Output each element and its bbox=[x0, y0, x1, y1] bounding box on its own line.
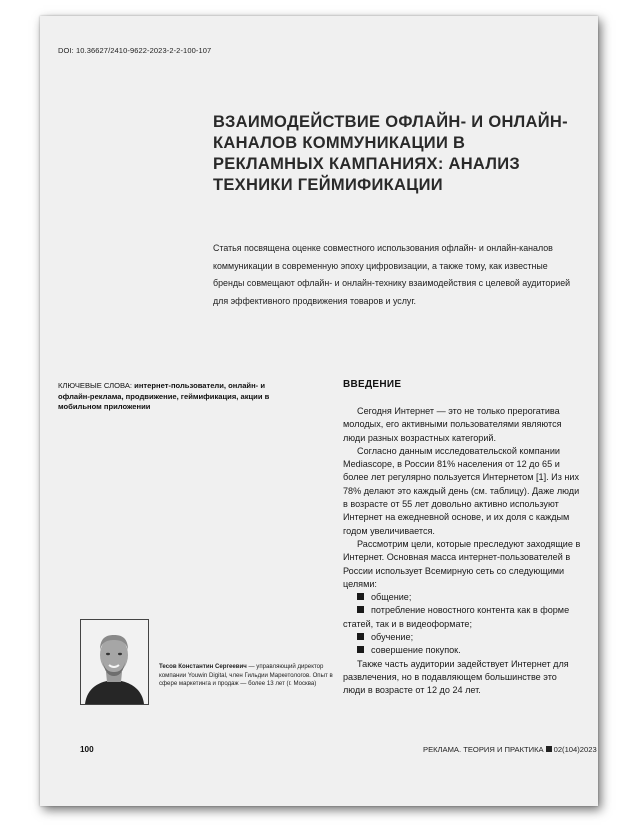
doi: DOI: 10.36627/2410-9622-2023-2-2-100-107 bbox=[58, 46, 212, 55]
section-heading-intro: ВВЕДЕНИЕ bbox=[343, 379, 402, 390]
square-bullet-icon bbox=[357, 633, 364, 640]
list-item: общение; bbox=[343, 591, 581, 604]
journal-footer bbox=[423, 745, 597, 754]
document-page bbox=[40, 16, 598, 806]
list-item: совершение покупок. bbox=[343, 644, 581, 657]
keywords-block bbox=[58, 381, 288, 413]
author-photo bbox=[80, 619, 149, 705]
article-title: ВЗАИМОДЕЙСТВИЕ ОФЛАЙН- И ОНЛАЙН-КАНАЛОВ КОММУНИКАЦИИ В РЕКЛАМНЫХ КАМПАНИЯХ: АНАЛИЗ ТЕХНИКИ ГЕЙМИФИКАЦИИ bbox=[213, 113, 568, 194]
intro-body bbox=[343, 405, 581, 698]
square-bullet-icon bbox=[357, 646, 364, 653]
author-portrait-icon bbox=[81, 620, 148, 704]
list-item: потребление новостного контента как в форме статей, так и в видеоформате; bbox=[343, 605, 570, 629]
square-separator-icon bbox=[546, 746, 552, 752]
journal-name: РЕКЛАМА. ТЕОРИЯ И ПРАКТИКА bbox=[423, 745, 544, 754]
square-bullet-icon bbox=[357, 593, 364, 600]
goals-list bbox=[343, 591, 581, 657]
keywords-text: интернет-пользователи, онлайн- и офлайн-реклама, продвижение, геймификация, акции в мобильном приложении bbox=[58, 381, 270, 411]
author-bio: — управляющий директор компании Youwin Digital, член Гильдии Маркетологов. Опыт в сфере маркетинга и продаж — более 13 лет (г. Москва) bbox=[159, 663, 333, 688]
abstract: Статья посвящена оценке совместного использования офлайн- и онлайн-каналов коммуникации в современную эпоху цифровизации, а также тому, как известные бренды совмещают офлайн- и онлайн-технику взаимодействия с целевой аудиторией для эффективного продвижения товаров и услуг. bbox=[213, 243, 571, 306]
intro-paragraph-2: Согласно данным исследовательской компании Mediascope, в России 81% населения от 12 до 65 и более лет регулярно пользуется Интернетом [1]. Из них 78% делают это каждый день (см. таблицу). Даже люди в возрасте от 55 лет довольно активно используют Интернет на ежедневной основе, и их доля с каждым годом увеличивается. bbox=[343, 445, 580, 536]
keywords-label: КЛЮЧЕВЫЕ СЛОВА: bbox=[58, 381, 133, 390]
author-name: Тесов Константин Сергеевич bbox=[159, 663, 247, 670]
square-bullet-icon bbox=[357, 606, 364, 613]
intro-paragraph-4: Также часть аудитории задействует Интернет для развлечения, но в подавляющем большинстве это люди в возрасте от 12 до 24 лет. bbox=[343, 658, 569, 696]
intro-paragraph-3: Рассмотрим цели, которые преследуют заходящие в Интернет. Основная масса интернет-пользователей в России использует Всемирную сеть со следующими целями: bbox=[343, 538, 581, 589]
author-info bbox=[159, 663, 334, 689]
list-item: обучение; bbox=[343, 631, 581, 644]
page-number: 100 bbox=[80, 745, 94, 754]
intro-paragraph-1: Сегодня Интернет — это не только прерогатива молодых, его активными пользователями являются люди разных возрастных категорий. bbox=[343, 406, 562, 443]
journal-issue: 02(104)2023 bbox=[553, 745, 597, 754]
